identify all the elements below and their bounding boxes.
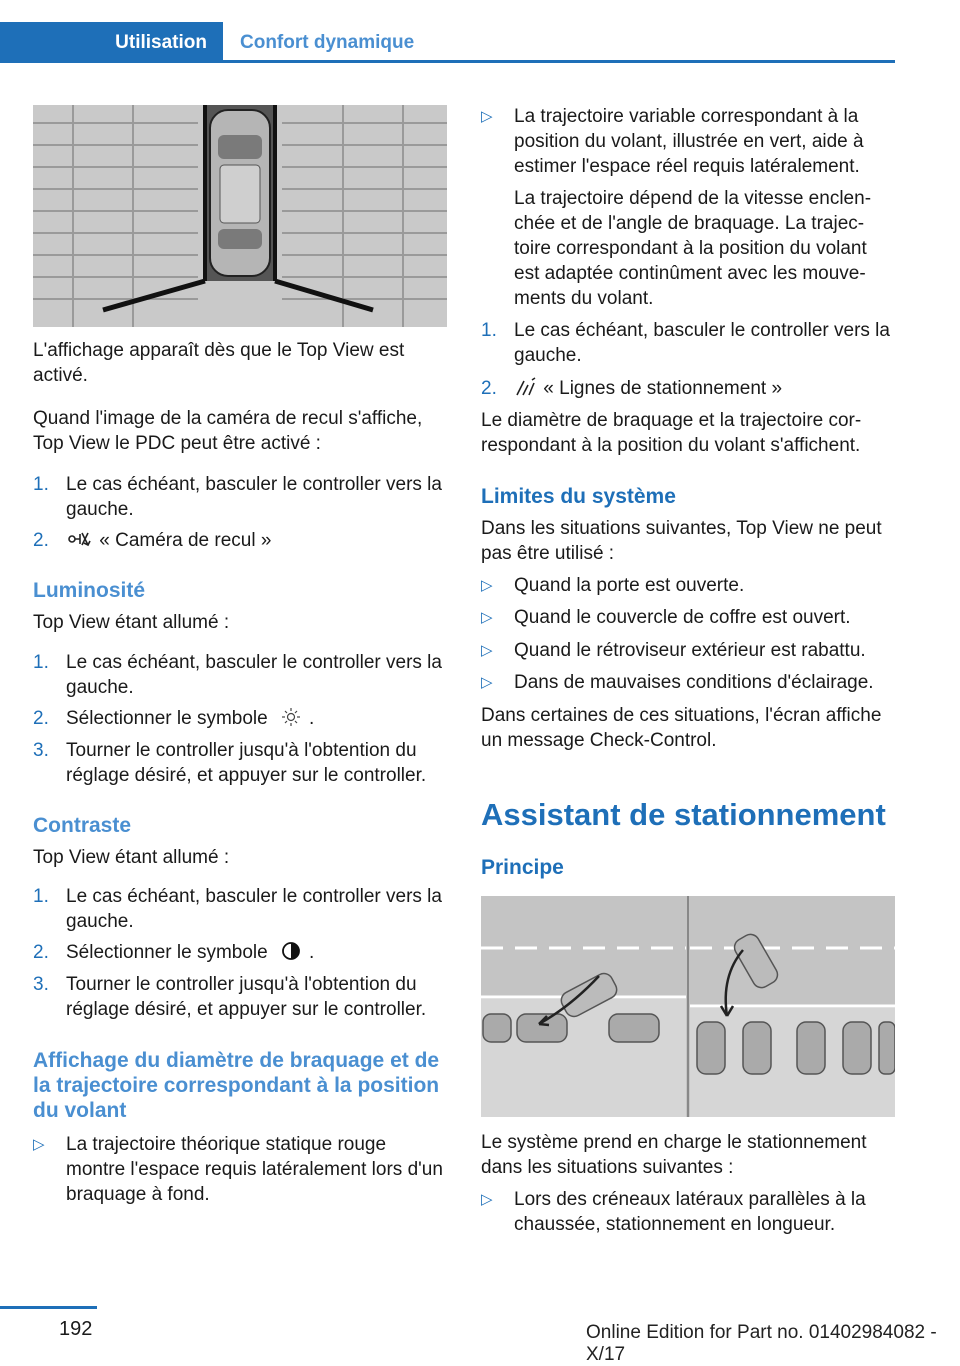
illustration-caption: L'affichage apparaît dès que le Top View est activé. — [33, 340, 405, 386]
principe-intro: Le système prend en charge le stationnement dans les situations suivantes : — [481, 1132, 867, 1178]
top-view-illustration — [33, 105, 447, 327]
footer-rule — [0, 1306, 97, 1309]
tab-utilisation-label: Utilisation — [115, 31, 207, 53]
intro-paragraph: Quand l'image de la caméra de recul s'affiche, Top View le PDC peut être activé : — [33, 408, 423, 454]
heading-luminosite: Luminosité — [33, 579, 146, 602]
heading-affichage: Affichage du diamètre de braquage et de la trajectoire correspondant à la position du volant — [33, 1049, 440, 1122]
step-label: « Caméra de recul » — [99, 530, 272, 551]
parking-lines-icon — [514, 377, 538, 397]
contraste-intro: Top View étant allumé : — [33, 847, 230, 868]
step-label: Sélectionner le symbole — [66, 708, 268, 729]
header-rule — [0, 60, 895, 63]
heading-principe: Principe — [481, 856, 564, 879]
heading-assistant: Assistant de stationnement — [481, 797, 886, 832]
page-number: 192 — [59, 1318, 93, 1340]
paragraph: Dans certaines de ces situations, l'écran affiche un message Check-Control. — [481, 705, 882, 751]
tab-confort-label: Confort dynamique — [240, 31, 415, 53]
tab-utilisation[interactable] — [0, 22, 223, 63]
step-label: Sélectionner le symbole — [66, 942, 268, 963]
luminosite-intro: Top View étant allumé : — [33, 612, 230, 633]
parking-assistant-illustration — [481, 896, 895, 1117]
heading-limites: Limites du système — [481, 485, 676, 508]
brightness-icon — [273, 707, 309, 727]
limites-intro: Dans les situations suivantes, Top View ne peut pas être utilisé : — [481, 518, 882, 564]
rear-camera-icon — [66, 529, 94, 549]
paragraph: Le diamètre de braquage et la trajectoire correspondant à la position du volant s'affichent. — [481, 410, 862, 456]
contrast-icon — [273, 941, 309, 961]
edition-text: Online Edition for Part no. 01402984082 - X/17 — [586, 1322, 937, 1365]
period: . — [309, 942, 315, 963]
tab-confort-dynamique[interactable] — [240, 22, 414, 63]
period: . — [309, 708, 315, 729]
heading-contraste: Contraste — [33, 814, 132, 837]
step-label: « Lignes de stationnement » — [543, 378, 783, 399]
